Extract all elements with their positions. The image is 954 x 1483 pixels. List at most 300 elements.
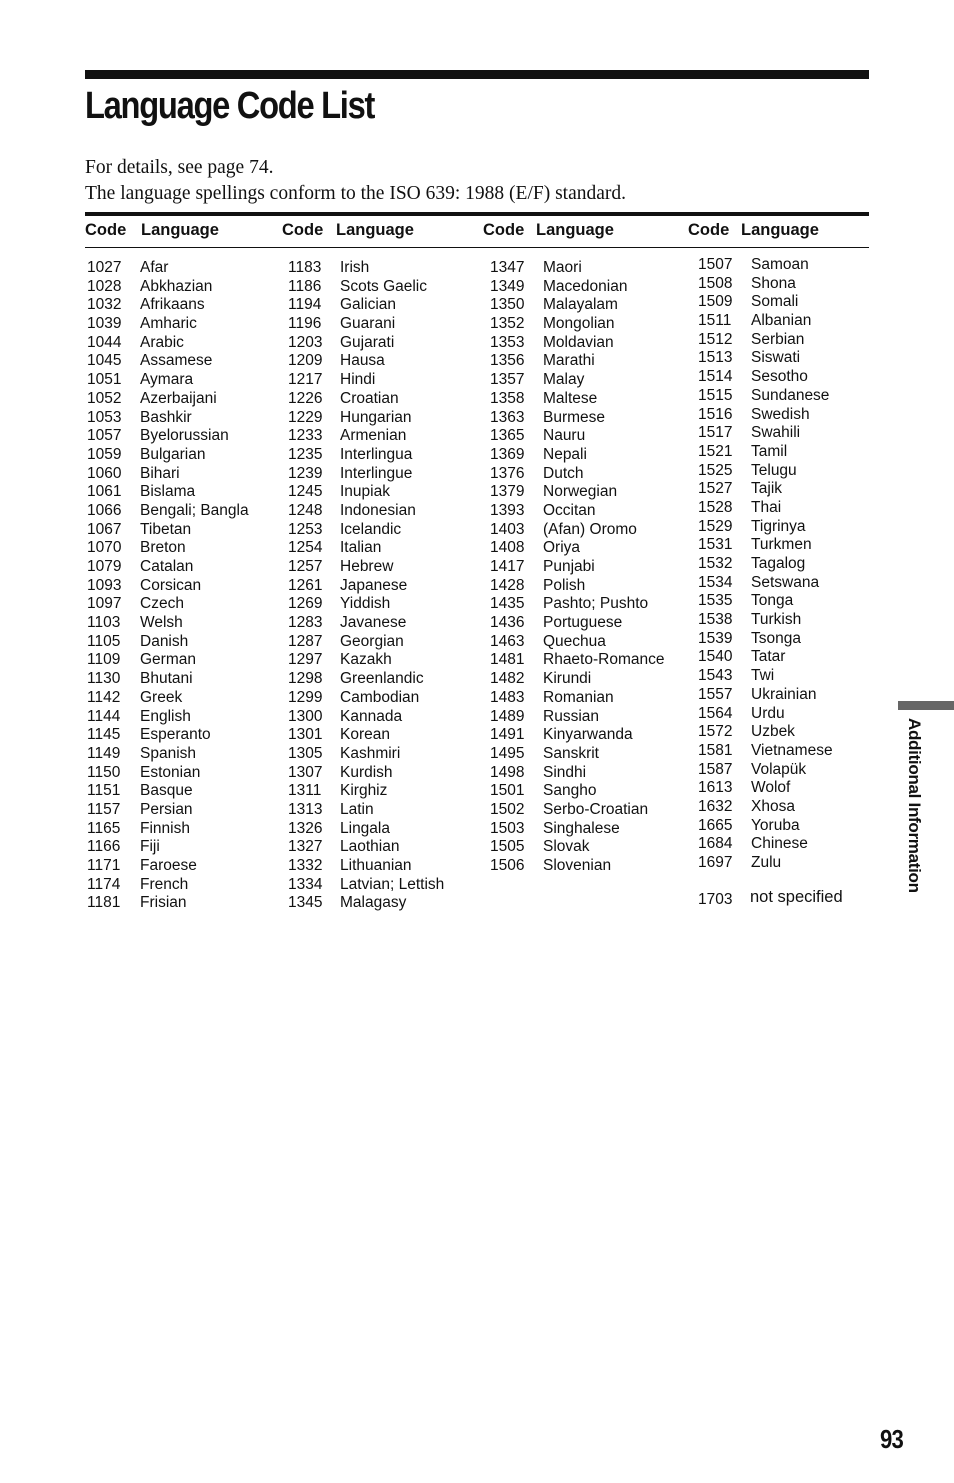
table-row: [87, 409, 277, 428]
page-number: 93: [880, 1424, 903, 1454]
table-row: [288, 315, 478, 334]
language-name: Afrikaans: [140, 296, 205, 314]
language-code: 1171: [87, 857, 121, 874]
table-row: [87, 820, 277, 839]
language-code: 1297: [288, 651, 323, 669]
language-code: 1517: [698, 424, 733, 442]
table-row: [87, 502, 277, 521]
table-row: [87, 278, 277, 297]
table-row: [490, 390, 680, 409]
column-header-4: [688, 220, 819, 240]
language-name: Setswana: [751, 573, 820, 591]
language-name: Serbo-Croatian: [543, 800, 649, 818]
language-code: 1358: [490, 389, 525, 407]
language-code: 1498: [490, 763, 525, 781]
table-row: [288, 409, 478, 428]
table-row: [490, 782, 680, 801]
language-name: English: [140, 707, 191, 725]
language-code: 1557: [698, 685, 733, 703]
title-rule: [85, 70, 869, 79]
language-code: 1703: [698, 891, 733, 908]
language-code: 1481: [490, 651, 525, 669]
table-row: [698, 611, 873, 630]
language-name: Greek: [140, 688, 183, 706]
language-code: 1503: [490, 819, 525, 837]
language-name: Sanskrit: [543, 744, 599, 762]
language-name: Afar: [140, 259, 169, 276]
language-code: 1528: [698, 498, 733, 516]
language-code: 1511: [698, 312, 732, 330]
table-row: [490, 315, 680, 334]
language-name: Moldavian: [543, 333, 614, 351]
language-code: 1352: [490, 315, 525, 333]
table-row: [698, 592, 873, 611]
language-name: Norwegian: [543, 483, 618, 501]
table-row: [698, 256, 873, 275]
language-name: Malagasy: [340, 894, 407, 912]
header-code: Code: [85, 221, 127, 239]
language-code: 1506: [490, 857, 525, 874]
table-row: [288, 390, 478, 409]
table-row: [288, 446, 478, 465]
table-row: [87, 726, 277, 745]
language-name: Albanian: [751, 312, 812, 330]
language-code: 1334: [288, 875, 323, 893]
language-code: 1463: [490, 632, 525, 650]
table-row: [490, 352, 680, 371]
language-name: Tajik: [751, 480, 783, 498]
table-row: [698, 835, 873, 854]
table-row: [490, 595, 680, 614]
language-name: Turkmen: [751, 536, 812, 554]
language-code: 1097: [87, 595, 122, 613]
table-row: [490, 745, 680, 764]
language-code: 1032: [87, 296, 122, 314]
language-code: 1534: [698, 573, 733, 591]
language-code: 1144: [87, 707, 121, 725]
language-code: 1491: [490, 726, 525, 744]
column-header-3: [483, 220, 614, 240]
language-name: Pashto; Pushto: [543, 595, 649, 613]
language-code: 1428: [490, 576, 525, 594]
header-language: Language: [336, 221, 414, 239]
language-code: 1512: [698, 330, 733, 348]
table-row: [87, 782, 277, 801]
language-name: Portuguese: [543, 614, 623, 632]
table-row: [490, 259, 680, 278]
table-row: [288, 651, 478, 670]
language-code: 1045: [87, 352, 122, 370]
table-row: [490, 427, 680, 446]
table-row: [288, 782, 478, 801]
language-name: Bhutani: [140, 670, 193, 688]
language-name: Yoruba: [751, 816, 800, 834]
language-code: 1103: [87, 614, 121, 632]
language-code: 1066: [87, 501, 122, 519]
language-name: Korean: [340, 726, 390, 744]
code-column-3: [490, 259, 680, 876]
language-code: 1581: [698, 741, 733, 759]
language-name: Slovak: [543, 838, 590, 856]
language-name: Russian: [543, 707, 599, 725]
table-row: [490, 726, 680, 745]
language-name: Armenian: [340, 427, 407, 445]
table-row: [288, 259, 478, 278]
language-name: Javanese: [340, 614, 407, 632]
language-code: 1165: [87, 819, 121, 837]
language-code: 1543: [698, 667, 733, 685]
language-code: 1495: [490, 744, 525, 762]
column-header-1: [85, 220, 219, 240]
language-name: Shona: [751, 274, 796, 292]
table-row: [698, 761, 873, 780]
language-code: 1109: [87, 651, 121, 669]
language-code: 1261: [288, 576, 323, 594]
language-code: 1226: [288, 389, 323, 407]
language-name: Sangho: [543, 782, 597, 800]
table-row: [490, 708, 680, 727]
language-name: Uzbek: [751, 723, 795, 741]
language-code: 1298: [288, 670, 323, 688]
table-row: [87, 427, 277, 446]
table-row: [698, 518, 873, 537]
table-row: [87, 651, 277, 670]
language-code: 1300: [288, 707, 323, 725]
table-row: [87, 521, 277, 540]
language-code: 1403: [490, 520, 525, 538]
table-row: [490, 446, 680, 465]
header-language: Language: [741, 221, 819, 239]
language-name: Polish: [543, 576, 586, 594]
table-row: [490, 857, 680, 876]
language-code: 1531: [698, 536, 733, 554]
language-name: Samoan: [751, 256, 809, 273]
language-name: Volapük: [751, 760, 807, 778]
language-name: Chinese: [751, 835, 808, 853]
language-name: French: [140, 875, 189, 893]
language-name: Rhaeto-Romance: [543, 651, 665, 669]
language-name: Quechua: [543, 632, 606, 650]
language-name: Scots Gaelic: [340, 277, 428, 295]
language-code: 1233: [288, 427, 323, 445]
language-code: 1060: [87, 464, 122, 482]
language-name: Azerbaijani: [140, 389, 217, 407]
language-name: Punjabi: [543, 558, 595, 575]
language-code: 1130: [87, 670, 121, 688]
table-row: [87, 483, 277, 502]
language-code: 1235: [288, 445, 323, 463]
language-code: 1393: [490, 501, 525, 519]
language-name: Indonesian: [340, 501, 416, 519]
language-code: 1305: [288, 744, 323, 762]
table-row: [288, 352, 478, 371]
language-name: Faroese: [140, 857, 197, 874]
language-name: Guarani: [340, 315, 396, 333]
language-name: Greenlandic: [340, 670, 424, 688]
language-name: Esperanto: [140, 726, 211, 744]
table-row: [87, 315, 277, 334]
table-row: [490, 558, 680, 577]
language-code: 1157: [87, 800, 121, 818]
table-row: [490, 409, 680, 428]
language-name: Maori: [543, 259, 582, 276]
language-name: Tigrinya: [751, 517, 806, 535]
language-code: 1313: [288, 800, 323, 818]
language-name: Czech: [140, 595, 184, 613]
table-row: [288, 278, 478, 297]
language-name: Swedish: [751, 405, 810, 423]
language-code: 1151: [87, 782, 121, 800]
language-code: 1514: [698, 368, 733, 386]
language-name: Tsonga: [751, 629, 801, 647]
language-code: 1307: [288, 763, 323, 781]
language-code: 1521: [698, 442, 733, 460]
table-row: [698, 443, 873, 462]
table-row: [698, 368, 873, 387]
language-code: 1301: [288, 726, 323, 744]
language-name: Frisian: [140, 894, 187, 912]
table-row-not-specified: [698, 888, 858, 910]
table-row: [288, 521, 478, 540]
language-code: 1203: [288, 333, 323, 351]
language-name: Telugu: [751, 461, 797, 479]
code-column-4: [698, 256, 873, 873]
language-name: Serbian: [751, 330, 805, 348]
language-code: 1287: [288, 632, 323, 650]
language-code: 1174: [87, 875, 121, 893]
language-name: Interlingua: [340, 445, 413, 463]
table-row: [698, 349, 873, 368]
table-row: [698, 779, 873, 798]
language-code: 1149: [87, 744, 121, 762]
language-name: Ukrainian: [751, 685, 817, 703]
language-code: 1379: [490, 483, 525, 501]
table-row: [288, 876, 478, 895]
language-code: 1052: [87, 389, 122, 407]
table-row: [698, 574, 873, 593]
language-name: Oriya: [543, 539, 581, 557]
table-row: [490, 670, 680, 689]
table-row: [490, 801, 680, 820]
language-name: Bashkir: [140, 408, 192, 426]
language-code: 1027: [87, 259, 122, 276]
language-name: Inupiak: [340, 483, 390, 501]
language-name: not specified: [750, 888, 843, 906]
language-code: 1057: [87, 427, 122, 445]
language-name: Sindhi: [543, 763, 587, 781]
table-row: [87, 296, 277, 315]
table-row: [698, 854, 873, 873]
table-row: [288, 838, 478, 857]
language-name: Tamil: [751, 442, 788, 460]
language-name: Assamese: [140, 352, 213, 370]
table-row: [490, 838, 680, 857]
language-code: 1353: [490, 333, 525, 351]
table-row: [87, 838, 277, 857]
table-row: [490, 296, 680, 315]
language-code: 1257: [288, 558, 323, 575]
language-code: 1067: [87, 520, 122, 538]
language-code: 1283: [288, 614, 323, 632]
table-row: [288, 614, 478, 633]
language-name: Turkish: [751, 611, 802, 629]
language-name: Wolof: [751, 779, 791, 797]
language-name: Slovenian: [543, 857, 612, 874]
table-row: [288, 577, 478, 596]
intro-text: [85, 155, 626, 207]
language-name: Mongolian: [543, 315, 615, 333]
language-name: Danish: [140, 632, 189, 650]
table-row: [698, 293, 873, 312]
language-code: 1299: [288, 688, 323, 706]
table-row: [87, 764, 277, 783]
language-code: 1245: [288, 483, 323, 501]
language-code: 1527: [698, 480, 733, 498]
language-name: Tibetan: [140, 520, 192, 538]
language-name: Estonian: [140, 763, 201, 781]
language-code: 1513: [698, 349, 733, 367]
language-code: 1501: [490, 782, 525, 800]
table-row: [490, 764, 680, 783]
table-row: [87, 745, 277, 764]
table-row: [698, 648, 873, 667]
language-name: Latvian; Lettish: [340, 875, 445, 893]
language-code: 1572: [698, 723, 733, 741]
table-row: [288, 689, 478, 708]
table-row: [87, 614, 277, 633]
language-name: Macedonian: [543, 277, 628, 295]
language-code: 1311: [288, 782, 322, 800]
table-row: [87, 465, 277, 484]
language-name: Georgian: [340, 632, 404, 650]
language-name: Kinyarwanda: [543, 726, 633, 744]
table-row: [698, 817, 873, 836]
language-name: Basque: [140, 782, 193, 800]
language-name: Bengali; Bangla: [140, 501, 249, 519]
table-row: [698, 424, 873, 443]
language-code: 1363: [490, 408, 525, 426]
table-row: [87, 558, 277, 577]
intro-line-standard: The language spellings conform to the ISO 639: 1988 (E/F) standard.: [85, 183, 627, 204]
language-code: 1327: [288, 838, 323, 856]
language-code: 1332: [288, 857, 323, 874]
table-row: [288, 483, 478, 502]
table-row: [87, 857, 277, 876]
language-name: Amharic: [140, 315, 197, 333]
language-name: Kirghiz: [340, 782, 388, 800]
language-name: Marathi: [543, 352, 595, 370]
table-row: [288, 801, 478, 820]
table-row: [490, 820, 680, 839]
header-rule: [85, 247, 869, 248]
language-code: 1538: [698, 611, 733, 629]
table-row: [698, 312, 873, 331]
language-code: 1632: [698, 797, 733, 815]
table-row: [490, 577, 680, 596]
language-name: Gujarati: [340, 333, 395, 351]
language-name: Croatian: [340, 389, 399, 407]
table-row: [698, 555, 873, 574]
code-column-2: [288, 259, 478, 913]
language-name: Somali: [751, 293, 799, 311]
language-code: 1482: [490, 670, 525, 688]
section-tab-marker: [898, 701, 954, 710]
language-name: Swahili: [751, 424, 801, 442]
language-code: 1613: [698, 779, 733, 797]
language-name: Tagalog: [751, 555, 806, 572]
language-code: 1356: [490, 352, 525, 370]
language-code: 1350: [490, 296, 525, 314]
table-row: [288, 502, 478, 521]
table-row: [87, 670, 277, 689]
table-row: [698, 462, 873, 481]
language-code: 1376: [490, 464, 525, 482]
language-name: German: [140, 651, 196, 669]
header-language: Language: [141, 221, 219, 239]
table-row: [288, 371, 478, 390]
table-row: [698, 387, 873, 406]
language-code: 1183: [288, 259, 322, 276]
language-code: 1059: [87, 445, 122, 463]
language-code: 1345: [288, 894, 323, 912]
language-code: 1516: [698, 405, 733, 423]
table-row: [288, 726, 478, 745]
language-code: 1079: [87, 558, 122, 575]
language-name: Siswati: [751, 349, 801, 367]
language-code: 1093: [87, 576, 122, 594]
header-code: Code: [688, 221, 730, 239]
language-name: Abkhazian: [140, 277, 213, 295]
language-name: Nepali: [543, 445, 587, 463]
language-name: Yiddish: [340, 595, 391, 613]
language-code: 1489: [490, 707, 525, 725]
language-name: Malay: [543, 371, 585, 389]
language-code: 1248: [288, 501, 323, 519]
language-code: 1239: [288, 464, 323, 482]
language-code: 1217: [288, 371, 323, 389]
language-code: 1166: [87, 838, 121, 856]
table-row: [288, 427, 478, 446]
language-code: 1254: [288, 539, 323, 557]
language-name: Laothian: [340, 838, 400, 856]
language-code: 1365: [490, 427, 525, 445]
language-code: 1369: [490, 445, 525, 463]
language-name: Icelandic: [340, 520, 402, 538]
language-code: 1150: [87, 763, 121, 781]
table-row: [288, 670, 478, 689]
table-row: [490, 334, 680, 353]
language-name: Kirundi: [543, 670, 592, 688]
header-language: Language: [536, 221, 614, 239]
table-row: [288, 465, 478, 484]
language-name: Malayalam: [543, 296, 618, 314]
column-header-2: [282, 220, 414, 240]
language-code: 1508: [698, 274, 733, 292]
language-name: Lingala: [340, 819, 390, 837]
language-code: 1665: [698, 816, 733, 834]
language-code: 1269: [288, 595, 323, 613]
table-row: [288, 558, 478, 577]
language-name: Zulu: [751, 854, 782, 871]
table-row: [87, 577, 277, 596]
language-code: 1525: [698, 461, 733, 479]
language-name: Kazakh: [340, 651, 392, 669]
table-row: [490, 465, 680, 484]
table-row: [87, 446, 277, 465]
language-name: Kannada: [340, 707, 403, 725]
language-code: 1436: [490, 614, 525, 632]
table-row: [87, 390, 277, 409]
